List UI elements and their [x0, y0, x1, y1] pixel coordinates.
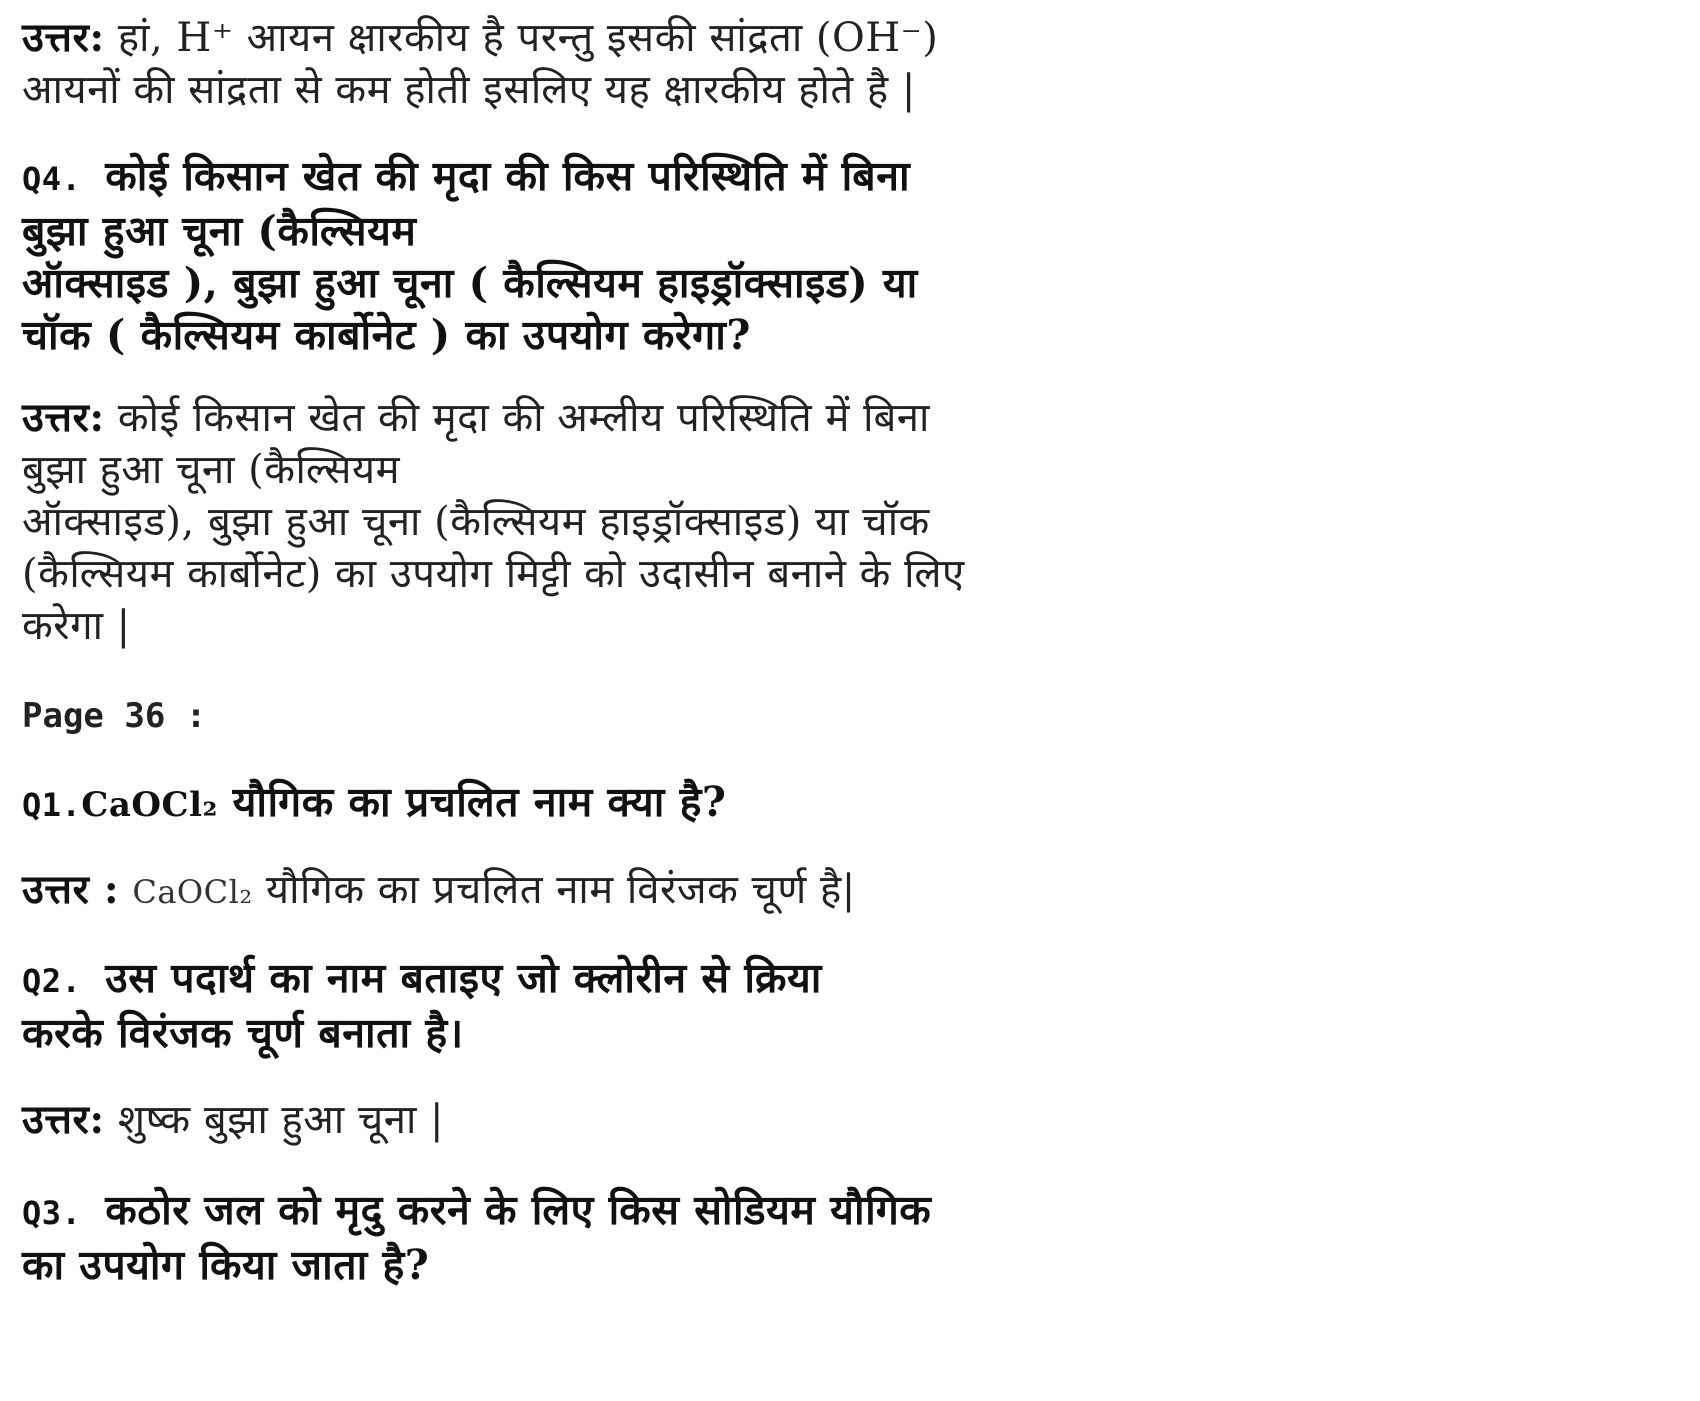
question-line	[22, 150, 1122, 205]
answer-line: ऑक्साइड), बुझा हुआ चूना (कैल्सियम हाइड्रॉक्साइड) या चॉक	[22, 499, 930, 545]
question-line	[22, 1184, 1122, 1239]
question-line: चॉक ( कैल्सियम कार्बोनेट ) का उपयोग करेगा?	[22, 311, 751, 359]
answer-label: उत्तर:	[22, 14, 105, 61]
question-text: कोई किसान खेत की मृदा की किस परिस्थिति में बिना	[105, 152, 911, 200]
question-number: Q4.	[22, 160, 82, 198]
page-heading-block	[22, 694, 1122, 738]
answer-line	[22, 12, 1122, 64]
question-4	[22, 150, 1122, 361]
question-number: Q3.	[22, 1194, 82, 1232]
answer-4	[22, 392, 1122, 652]
answer-line: आयनों की सांद्रता से कम होती इसलिए यह क्षारकीय होते है |	[22, 67, 916, 113]
question-number: Q1.	[22, 786, 82, 824]
question-line	[22, 776, 1122, 831]
answer-text: कोई किसान खेत की मृदा की अम्लीय परिस्थिति में बिना	[117, 395, 930, 441]
page-heading: Page 36 :	[22, 696, 207, 736]
question-line: का उपयोग किया जाता है?	[22, 1241, 430, 1289]
answer-2	[22, 1094, 1122, 1146]
answer-line	[22, 1094, 1122, 1146]
chemical-formula: CaOCl₂	[132, 873, 253, 911]
question-number: Q2.	[22, 962, 82, 1000]
question-text: यौगिक का प्रचलित नाम क्या है?	[232, 778, 727, 826]
question-line	[22, 952, 1122, 1007]
answer-text: यौगिक का प्रचलित नाम विरंजक चूर्ण है|	[265, 867, 856, 913]
answer-line: बुझा हुआ चूना (कैल्सियम	[22, 447, 401, 493]
question-text: कठोर जल को मृदु करने के लिए किस सोडियम यौगिक	[105, 1186, 932, 1234]
answer-label: उत्तर :	[22, 866, 120, 913]
question-1	[22, 776, 1122, 831]
answer-label: उत्तर:	[22, 394, 105, 441]
question-text: उस पदार्थ का नाम बताइए जो क्लोरीन से क्रिया	[105, 954, 822, 1002]
answer-line: (कैल्सियम कार्बोनेट) का उपयोग मिट्टी को उदासीन बनाने के लिए	[22, 551, 965, 597]
question-3	[22, 1184, 1122, 1291]
answer-line: करेगा |	[22, 603, 131, 649]
answer-label: उत्तर:	[22, 1096, 105, 1143]
question-line: ऑक्साइड ), बुझा हुआ चूना ( कैल्सियम हाइड्रॉक्साइड) या	[22, 259, 918, 307]
answer-line	[22, 864, 1122, 918]
answer-block-top	[22, 12, 1122, 116]
answer-line	[22, 392, 1122, 444]
question-line: बुझा हुआ चूना (कैल्सियम	[22, 207, 417, 255]
answer-1	[22, 864, 1122, 918]
question-2	[22, 952, 1122, 1059]
question-line: करके विरंजक चूर्ण बनाता है।	[22, 1009, 464, 1057]
answer-text: शुष्क बुझा हुआ चूना |	[117, 1097, 445, 1143]
answer-text: हां, H⁺ आयन क्षारकीय है परन्तु इसकी सांद्रता (OH⁻)	[117, 15, 939, 61]
chemical-formula: CaOCl₂	[81, 785, 218, 825]
